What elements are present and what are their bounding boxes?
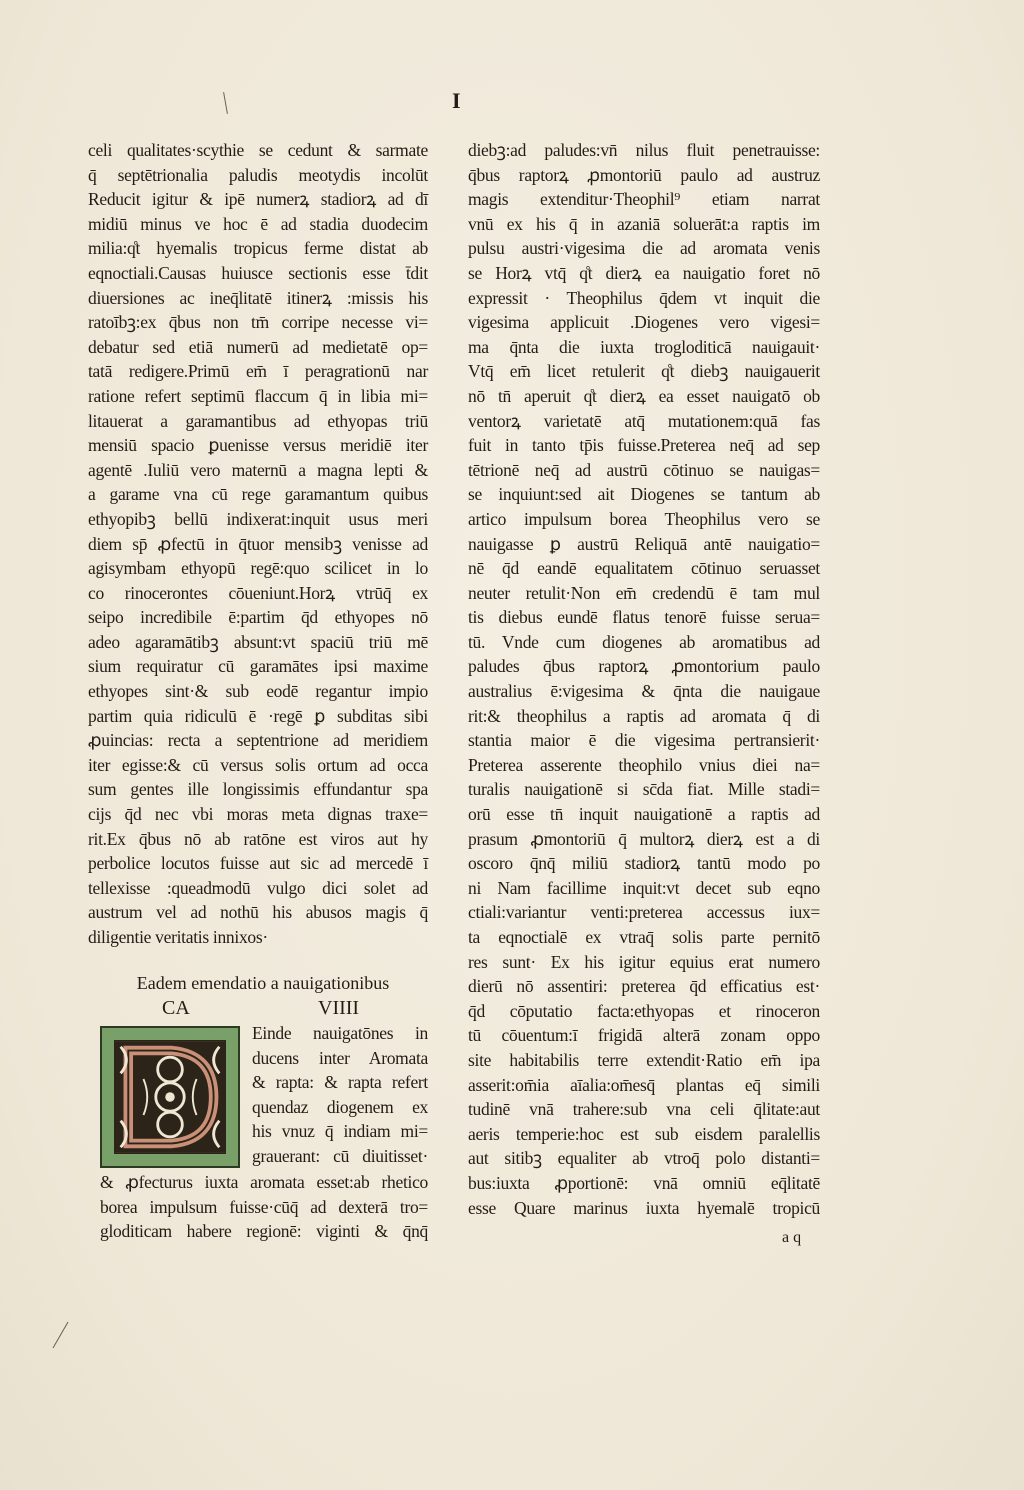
text-line: ma q̄nta die iuxta trogloditicā nauigauit· xyxy=(468,336,820,357)
text-line: adeo agaramātibꝫ absunt:vt spaciū triū mē xyxy=(88,631,428,652)
text-line: perbolice locutos fuisse aut sic ad mercedē ī xyxy=(88,853,428,874)
decorated-initial-d xyxy=(100,1026,240,1168)
text-line: tētrionē neq̄ ad austrū cōtinuo se nauigas= xyxy=(468,459,820,480)
text-line: partim quia ridiculū ē ·regē ꝑ subditas sibi xyxy=(88,705,428,726)
text-line: milia:q̊t hyemalis tropicus ferme distat ab xyxy=(88,238,428,259)
text-line: q̄ septētrionalia paludis meotydis incolūt xyxy=(88,164,428,185)
text-line: cijs q̄d nec vbi moras meta dignas traxe= xyxy=(88,804,428,825)
text-line: expressit · Theophilus q̄dem vt inquit die xyxy=(468,287,820,308)
text-line: a garame vna cū rege garamantum quibus xyxy=(88,484,428,505)
folio-mark: I xyxy=(452,88,461,113)
text-line: celi qualitates·scythie se cedunt & sarmate xyxy=(88,140,428,160)
chapter-text-beside-initial xyxy=(252,1021,428,1169)
text-line: diligentie veritatis innixos· xyxy=(88,927,268,947)
text-line: ratoībꝫ:ex q̄bus non tm̄ corripe necesse vi= xyxy=(88,312,428,333)
text-line: nauigasse ꝑ austrū Reliquā antē nauigatio= xyxy=(468,533,820,554)
text-line: neuter retulit·Non em̄ credendū ē tam mul xyxy=(468,582,820,603)
text-line: tatā redigere.Primū em̄ ī peragrationū nar xyxy=(88,361,428,382)
text-line: dierū nō assentiri: preterea q̄d efficatius est· xyxy=(468,976,820,997)
text-line: ventorꝝ varietatē atq̄ mutationem:quā fas xyxy=(468,410,820,431)
text-line: ratione refert septimū flaccum q̄ in libia mi= xyxy=(88,385,428,406)
text-line: fuit in tanto tp̄is fuisse.Preterea neq̄ ad sep xyxy=(468,435,820,456)
text-line: stantia maior ē die vigesima pertransierit· xyxy=(468,730,820,751)
text-line: midiū minus ve hoc ē ad stadia duodecim xyxy=(88,213,428,234)
text-line: ctiali:variantur venti:preterea accessus iux= xyxy=(468,902,820,923)
chapter-text-after-initial xyxy=(100,1170,428,1244)
text-line: tū. Vnde cum diogenes ab aromatibus ad xyxy=(468,631,820,652)
text-line: australius ē:vigesima & q̄nta die nauigaue xyxy=(468,681,820,702)
chapter-heading: Eadem emendatio a nauigationibus xyxy=(136,973,390,993)
text-line: Preterea asserente theophilo vnius diei na= xyxy=(468,754,820,775)
text-line: seipo incredibile ē:partim q̄d ethyopes nō xyxy=(88,607,428,628)
text-line: asserit:om̄ia aīalia:om̄esq̄ plantas eq̄ simili xyxy=(468,1074,820,1095)
text-line: ni Nam facillime inquit:vt decet sub eqno xyxy=(468,877,820,898)
text-line: magis extenditur·Theophil⁹ etiam narrat xyxy=(468,189,820,210)
text-line: diebꝫ:ad paludes:vn̄ nilus fluit penetrauisse: xyxy=(468,140,820,160)
text-line: sium requiratur cū garamātes ipsi maxime xyxy=(88,656,428,677)
text-line: tis diebus eundē flatus tenorē fuisse serua= xyxy=(468,607,820,628)
text-line: Reducit igitur & ipē numerꝝ stadiorꝝ ad dī xyxy=(88,189,428,210)
margin-mark xyxy=(53,1322,69,1348)
text-line: prasum ꝓmontoriū q̄ multorꝝ dierꝝ est a di xyxy=(468,828,820,849)
text-line: ethyopibꝫ bellū indixerat:inquit usus meri xyxy=(88,508,428,529)
text-line: orū esse tn̄ inquit nauigationē a raptis ad xyxy=(468,804,820,825)
text-line: se inquiunt:sed ait Diogenes se tantum ab xyxy=(468,484,820,505)
text-line: rit.Ex q̄bus nō ab ratōne est viros aut hy xyxy=(88,828,428,849)
text-line: tū cōuentum:ī frigidā alterā zonam oppo xyxy=(468,1025,820,1046)
margin-mark xyxy=(223,92,228,114)
text-line: ethyopes sint·& sub eodē regantur impio xyxy=(88,681,428,702)
text-line: ꝓuincias: recta a septentrione ad meridiem xyxy=(88,730,428,751)
text-line: & rapta: & rapta refert xyxy=(252,1072,428,1093)
text-line: pulsu austri·vigesima die ad aromata venis xyxy=(468,238,820,259)
text-line: ducens inter Aromata xyxy=(252,1047,428,1068)
text-line: se Horꝝ vtq̄ q̊t dierꝝ ea nauigatio foret nō xyxy=(468,262,820,283)
text-line: paludes q̄bus raptorꝝ ꝓmontorium paulo xyxy=(468,656,820,677)
text-line: vnū ex his q̄ in azaniā soluerāt:a raptis im xyxy=(468,213,820,234)
text-line: litauerat a garamantibus ad ethyopas triū xyxy=(88,410,428,431)
signature-mark: a q xyxy=(782,1229,802,1246)
text-line: Vtq̄ em̄ licet retulerit q̊t diebꝫ nauigauerit xyxy=(468,361,820,382)
text-line: austrum vel ad nothū his abusos magis q̄ xyxy=(88,902,428,923)
text-line: Einde nauigatōnes in xyxy=(252,1023,428,1043)
text-line: vigesima applicuit .Diogenes vero vigesi= xyxy=(468,312,820,333)
text-line: q̄d cōputatio facta:ethyopas et rinoceron xyxy=(468,1000,820,1021)
text-line: tudinē vnā trahere:sub vna celi q̄litate:aut xyxy=(468,1099,820,1120)
text-line: tellexisse :queadmodū vulgo dici solet ad xyxy=(88,877,428,898)
text-line: agentē .Iuliū vero maternū a magna lepti & xyxy=(88,459,428,480)
text-line: quendaz diogenem ex xyxy=(252,1096,428,1117)
text-line: nō tn̄ aperuit q̊t dierꝝ ea esset nauigatō ob xyxy=(468,385,820,406)
text-line: borea impulsum fuisse·cūq̄ ad dexterā tro= xyxy=(100,1196,428,1217)
text-line: eqnoctiali.Causas huiusce sectionis esse t̄dit xyxy=(88,262,428,283)
text-line: & ꝓfecturus iuxta aromata esset:ab rhetico xyxy=(100,1172,428,1192)
text-line: agisymbam ethyopū regē:quo scilicet in lo xyxy=(88,558,428,579)
text-line: diem sp̄ ꝓfectū in q̄tuor mensibꝫ venisse ad xyxy=(88,533,428,554)
text-line: res sunt· Ex his igitur equius erat numero xyxy=(468,951,820,972)
text-line: ta eqnoctialē ex vtraq̄ solis parte pernitō xyxy=(468,927,820,947)
text-line: rit:& theophilus a raptis ad aromata q̄ di xyxy=(468,705,820,726)
text-line: aut sitibꝫ equaliter ab vtroq̄ polo distanti= xyxy=(468,1148,820,1169)
text-line: grauerant: cū diuitisset· xyxy=(252,1145,428,1166)
chapter-number: VIIII xyxy=(318,997,360,1019)
text-line: artico impulsum borea Theophilus vero se xyxy=(468,508,820,529)
text-line: nē q̄d eandē equalitatem cōtinuo seruasset xyxy=(468,558,820,579)
text-line: debatur sed etiā numerū ad medietatē op= xyxy=(88,336,428,357)
text-line: gloditicam habere regionē: viginti & q̄nq̄ xyxy=(100,1221,428,1242)
text-line: iter egisse:& cū versus solis ortum ad occa xyxy=(88,754,428,775)
text-line: aeris temperie:hoc est sub eisdem paralellis xyxy=(468,1123,820,1144)
chapter-label: CA xyxy=(162,997,190,1019)
right-column xyxy=(468,138,820,1220)
text-line: site habitabilis terre extendit·Ratio em̄ ipa xyxy=(468,1049,820,1070)
text-line: co rinocerontes cōueniunt.Horꝝ vtrūq̄ ex xyxy=(88,582,428,603)
text-line: bus:iuxta ꝓportionē: vnā omniū eq̄litatē xyxy=(468,1172,820,1193)
text-line: turalis nauigationē si sc̄da fiat. Mille stadi= xyxy=(468,779,820,800)
text-line: esse Quare marinus iuxta hyemalē tropicū xyxy=(468,1197,820,1218)
text-line: diuersiones ac ineq̄litatē itinerꝝ :missis his xyxy=(88,287,428,308)
left-column xyxy=(88,138,428,950)
text-line: q̄bus raptorꝝ ꝓmontoriū paulo ad austruz xyxy=(468,164,820,185)
text-line: sum gentes ille longissimis effundantur spa xyxy=(88,779,428,800)
initial-ornament-icon xyxy=(115,1041,225,1153)
text-line: oscoro q̄nq̄ miliū stadiorꝝ tantū modo po xyxy=(468,853,820,874)
text-line: mensiū spacio ꝑuenisse versus meridiē iter xyxy=(88,435,428,456)
text-line: his vnuz q̄ indiam mi= xyxy=(252,1121,428,1142)
